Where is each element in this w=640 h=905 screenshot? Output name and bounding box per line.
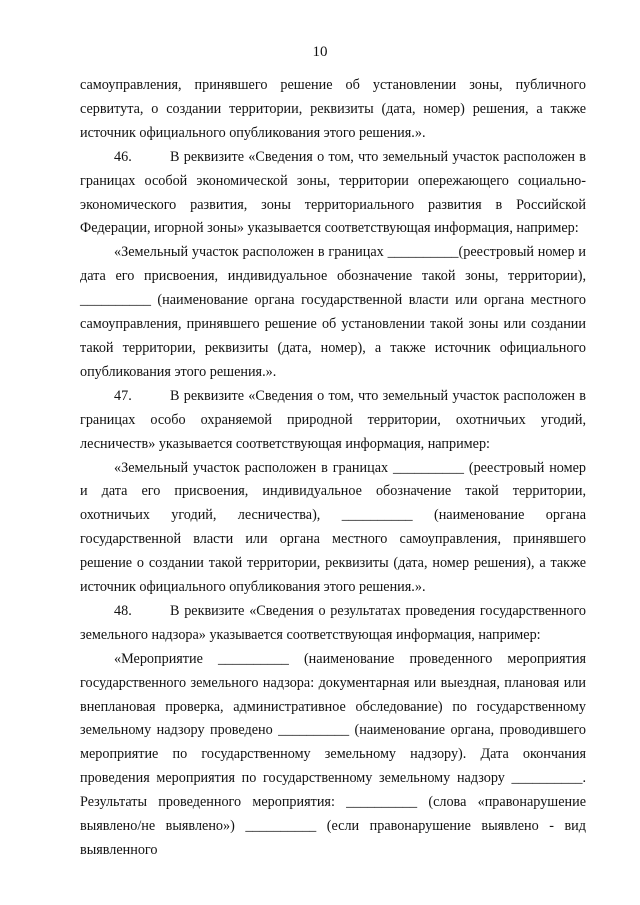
clause-number: 47. (114, 387, 132, 404)
paragraph-text: «Мероприятие __________ (наименование проведенного мероприятия государственного земельного надзора: документарная или выездная, плановая или внеплановая проверка, административное обследование) по государственному земельному надзору проведено __________ (наименование органа, проводившего мероприятие по государственному земельному надзору). Дата окончания проведения мероприятия по государственному земельному надзору __________. Результаты проведенного мероприятия: __________ (слова «правонарушение выявлено/не выявлено») __________ (если правонарушение выявлено - вид выявленного (80, 650, 586, 858)
paragraph-48 (80, 600, 586, 648)
paragraph-47 (80, 385, 586, 457)
paragraph-46 (80, 146, 586, 242)
paragraph-continuation (80, 74, 586, 146)
clause-number: 48. (114, 602, 132, 619)
paragraph-text: самоуправления, принявшего решение об установлении зоны, публичного сервитута, о создании территории, реквизиты (дата, номер) решения, а также источник официального опубликования этого решения.». (80, 77, 586, 141)
paragraph-text: «Земельный участок расположен в границах __________(реестровый номер и дата его присвоения, индивидуальное обозначение такой зоны, территории), __________ (наименование органа государственной власти или органа местного самоуправления, принявшего решение об установлении такой зоны или создании такой территории, реквизиты (дата, номер), а также источник официального опубликования этого решения.». (80, 244, 586, 380)
paragraph-text: В реквизите «Сведения о том, что земельный участок расположен в границах особо охраняемой природной территории, охотничьих угодий, лесничеств» указывается соответствующая информация, например: (80, 387, 586, 452)
paragraph-example-48 (80, 648, 586, 863)
clause-number: 46. (114, 148, 132, 165)
paragraph-text: «Земельный участок расположен в границах __________ (реестровый номер и дата его присвоения, индивидуальное обозначение такой территории, охотничьих угодий, лесничества), __________ (наименование органа государственной власти или органа местного самоуправления, принявшего решение о создании такой территории, реквизиты (дата, номер решения), а также источник официального опубликования этого решения.». (80, 459, 586, 596)
paragraph-text: В реквизите «Сведения о том, что земельный участок расположен в границах особой экономической зоны, территории опережающего социально-экономического развития, зоны территориального развития в Российской Федерации, игорной зоны» указывается соответствующая информация, например: (80, 148, 586, 237)
paragraph-text: В реквизите «Сведения о результатах проведения государственного земельного надзора» указывается соответствующая информация, например: (80, 602, 586, 643)
paragraph-example-47 (80, 457, 586, 600)
paragraph-example-46 (80, 241, 586, 384)
page-number: 10 (312, 44, 328, 60)
